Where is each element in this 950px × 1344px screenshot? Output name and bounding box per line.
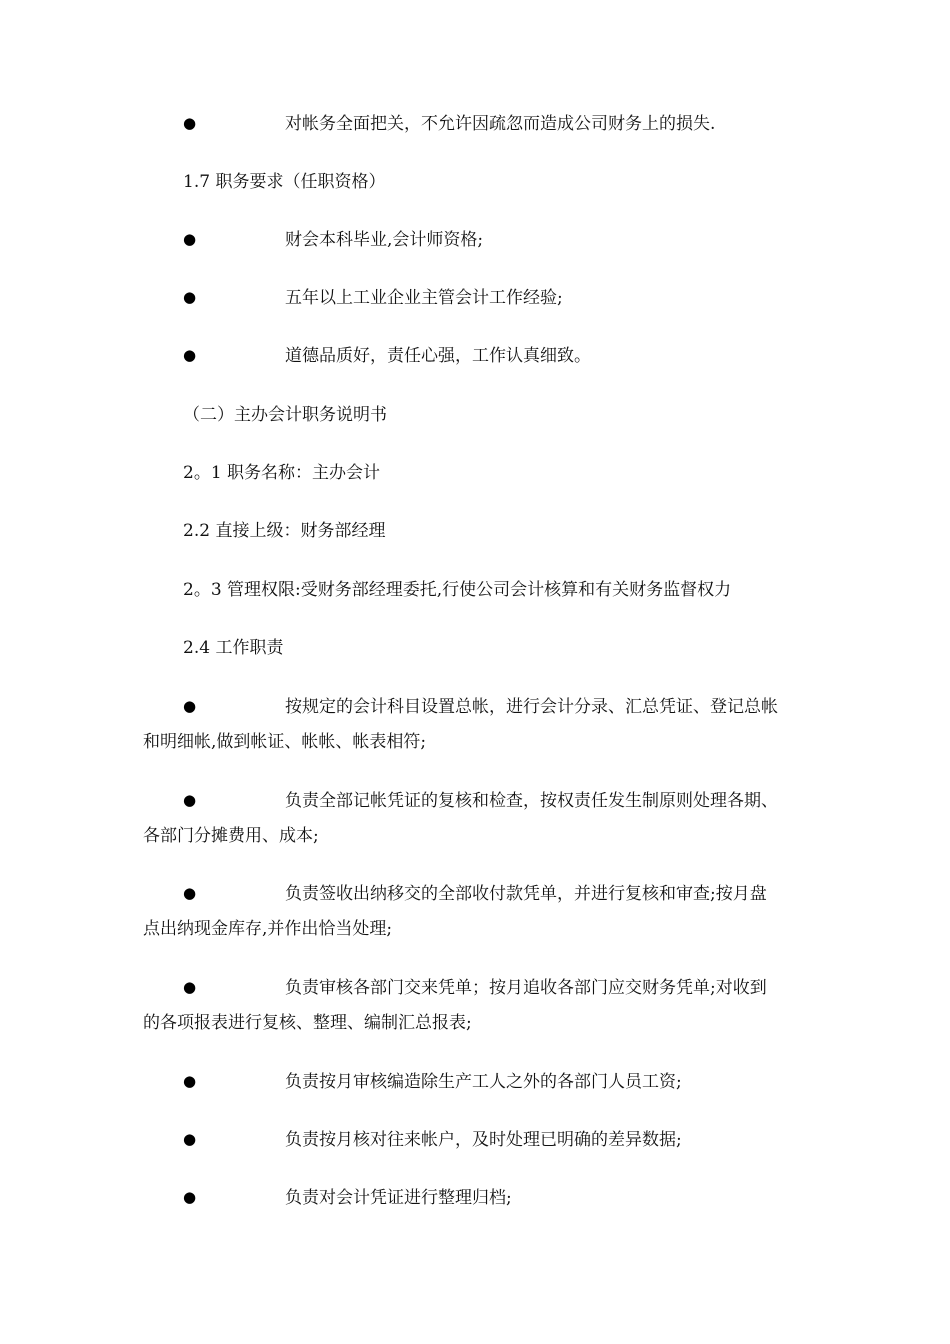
section-heading: 1.7 职务要求（任职资格） xyxy=(183,172,386,192)
bullet-icon: ● xyxy=(183,288,197,306)
paragraph-text: 的各项报表进行复核、整理、编制汇总报表; xyxy=(143,1013,472,1033)
paragraph-text: 财会本科毕业,会计师资格; xyxy=(285,230,484,250)
section-heading: 2.4 工作职责 xyxy=(183,638,284,658)
paragraph-text: 负责审核各部门交来凭单；按月追收各部门应交财务凭单;对收到 xyxy=(285,978,767,998)
bullet-icon: ● xyxy=(183,697,197,715)
paragraph-text: 负责对会计凭证进行整理归档; xyxy=(285,1188,512,1208)
bullet-icon: ● xyxy=(183,1130,197,1148)
bullet-icon: ● xyxy=(183,884,197,902)
bullet-icon: ● xyxy=(183,230,197,248)
section-heading: 2。1 职务名称：主办会计 xyxy=(183,463,381,483)
bullet-icon: ● xyxy=(183,1072,197,1090)
section-heading: 2.2 直接上级：财务部经理 xyxy=(183,521,386,541)
paragraph-text: 点出纳现金库存,并作出恰当处理; xyxy=(143,919,393,939)
bullet-icon: ● xyxy=(183,978,197,996)
paragraph-text: 各部门分摊费用、成本; xyxy=(143,826,319,846)
paragraph-text: 对帐务全面把关，不允许因疏忽而造成公司财务上的损失. xyxy=(285,114,716,134)
bullet-icon: ● xyxy=(183,791,197,809)
paragraph-text: 负责按月核对往来帐户，及时处理已明确的差异数据; xyxy=(285,1130,682,1150)
bullet-icon: ● xyxy=(183,114,197,132)
paragraph-text: 负责按月审核编造除生产工人之外的各部门人员工资; xyxy=(285,1072,682,1092)
section-heading: （二）主办会计职务说明书 xyxy=(183,405,387,425)
paragraph-text: 按规定的会计科目设置总帐，进行会计分录、汇总凭证、登记总帐 xyxy=(285,697,778,717)
paragraph-text: 负责签收出纳移交的全部收付款凭单，并进行复核和审查;按月盘 xyxy=(285,884,767,904)
bullet-icon: ● xyxy=(183,1188,197,1206)
paragraph-text: 和明细帐,做到帐证、帐帐、帐表相符; xyxy=(143,732,427,752)
paragraph-text: 五年以上工业企业主管会计工作经验; xyxy=(285,288,563,308)
paragraph-text: 道德品质好，责任心强，工作认真细致。 xyxy=(285,346,591,366)
bullet-icon: ● xyxy=(183,346,197,364)
section-heading: 2。3 管理权限:受财务部经理委托,行使公司会计核算和有关财务监督权力 xyxy=(183,580,732,600)
paragraph-text: 负责全部记帐凭证的复核和检查，按权责任发生制原则处理各期、 xyxy=(285,791,778,811)
